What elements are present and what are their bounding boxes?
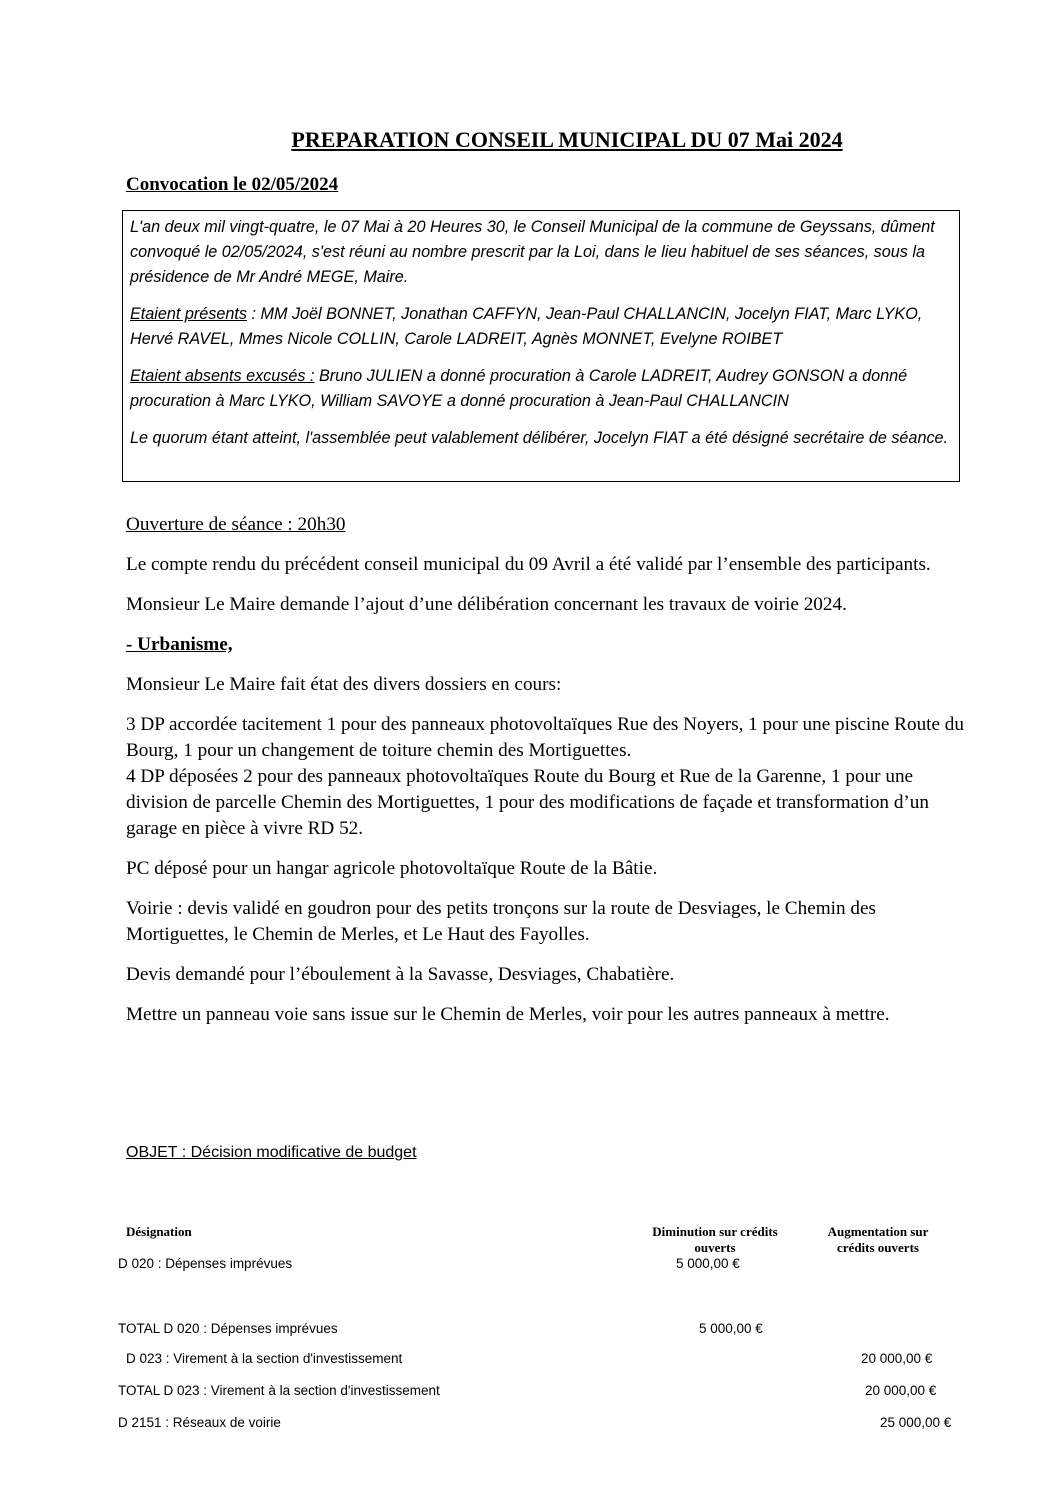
budget-object-title: OBJET : Décision modificative de budget [126,1144,417,1161]
header-diminution: Diminution sur crédits ouverts [652,1224,778,1255]
attendees-present-label: Etaient présents [130,305,247,323]
header-designation: Désignation [126,1224,192,1239]
table-row-diminution: 5 000,00 € [699,1321,763,1336]
attendees-absent-label: Etaient absents excusés : [130,367,315,385]
table-row-augmentation: 20 000,00 € [865,1383,937,1398]
minutes-body [126,512,976,1042]
table-row-label: D 2151 : Réseaux de voirie [118,1415,281,1430]
previous-minutes-approval: Le compte rendu du précédent conseil municipal du 09 Avril a été validé par l’ensemble des participants. [126,554,931,575]
devis-paragraph: Devis demandé pour l’éboulement à la Savasse, Desviages, Chabatière. [126,964,675,985]
session-details-box [122,210,960,482]
attendees-absent [130,364,952,414]
attendees-present [130,302,952,352]
pc-depose: PC déposé pour un hangar agricole photovoltaïque Route de la Bâtie. [126,858,658,879]
table-row-augmentation: 20 000,00 € [861,1351,933,1366]
convocation-date: Convocation le 02/05/2024 [126,174,339,195]
table-row-label: D 020 : Dépenses imprévues [118,1256,293,1271]
session-intro: L'an deux mil vingt-quatre, le 07 Mai à 20 Heures 30, le Conseil Municipal de la commune de Geyssans, dûment convoqué le 02/05/2024, s'est réuni au nombre prescrit par la Loi, dans le lieu habituel de ses séances, sous la présidence de Mr André MEGE, Maire. [130,218,935,286]
dp-accordee: 3 DP accordée tacitement 1 pour des panneaux photovoltaïques Rue des Noyers, 1 pour une piscine Route du Bourg, 1 pour un changement de toiture chemin des Mortiguettes. [126,714,964,761]
table-row-label: TOTAL D 020 : Dépenses imprévues [118,1321,338,1336]
header-augmentation: Augmentation sur crédits ouverts [827,1224,929,1255]
urbanisme-heading: - Urbanisme, [126,634,233,655]
session-opening: Ouverture de séance : 20h30 [126,514,346,535]
table-row-label: D 023 : Virement à la section d'investissement [126,1351,403,1366]
panneau-paragraph: Mettre un panneau voie sans issue sur le Chemin de Merles, voir pour les autres panneaux à mettre. [126,1004,890,1025]
quorum-statement: Le quorum étant atteint, l'assemblée peut valablement délibérer, Jocelyn FIAT a été désigné secrétaire de séance. [130,429,949,447]
attendees-absent-list: Bruno JULIEN a donné procuration à Carole LADREIT, Audrey GONSON a donné procuration à Marc LYKO, William SAVOYE a donné procuration à Jean-Paul CHALLANCIN [130,367,908,410]
additional-deliberation: Monsieur Le Maire demande l’ajout d’une délibération concernant les travaux de voirie 2024. [126,594,847,615]
voirie-paragraph: Voirie : devis validé en goudron pour des petits tronçons sur la route de Desviages, le Chemin des Mortiguettes, le Chemin de Merles, et Le Haut des Fayolles. [126,898,876,945]
dossiers-intro: Monsieur Le Maire fait état des divers dossiers en cours: [126,674,562,695]
attendees-present-list: : MM Joël BONNET, Jonathan CAFFYN, Jean-Paul CHALLANCIN, Jocelyn FIAT, Marc LYKO, Hervé RAVEL, Mmes Nicole COLLIN, Carole LADREIT, Agnès MONNET, Evelyne ROIBET [130,305,923,348]
table-row-diminution: 5 000,00 € [676,1256,740,1271]
page-title: PREPARATION CONSEIL MUNICIPAL DU 07 Mai 2024 [291,127,843,152]
dp-paragraph [126,712,976,842]
table-row-label: TOTAL D 023 : Virement à la section d'investissement [118,1383,440,1398]
table-row-augmentation: 25 000,00 € [880,1415,952,1430]
dp-deposees: 4 DP déposées 2 pour des panneaux photovoltaïques Route du Bourg et Rue de la Garenne, 1 pour une division de parcelle Chemin des Mortiguettes, 1 pour des modifications de façade et transformation d’un garage en pièce à vivre RD 52. [126,766,929,839]
